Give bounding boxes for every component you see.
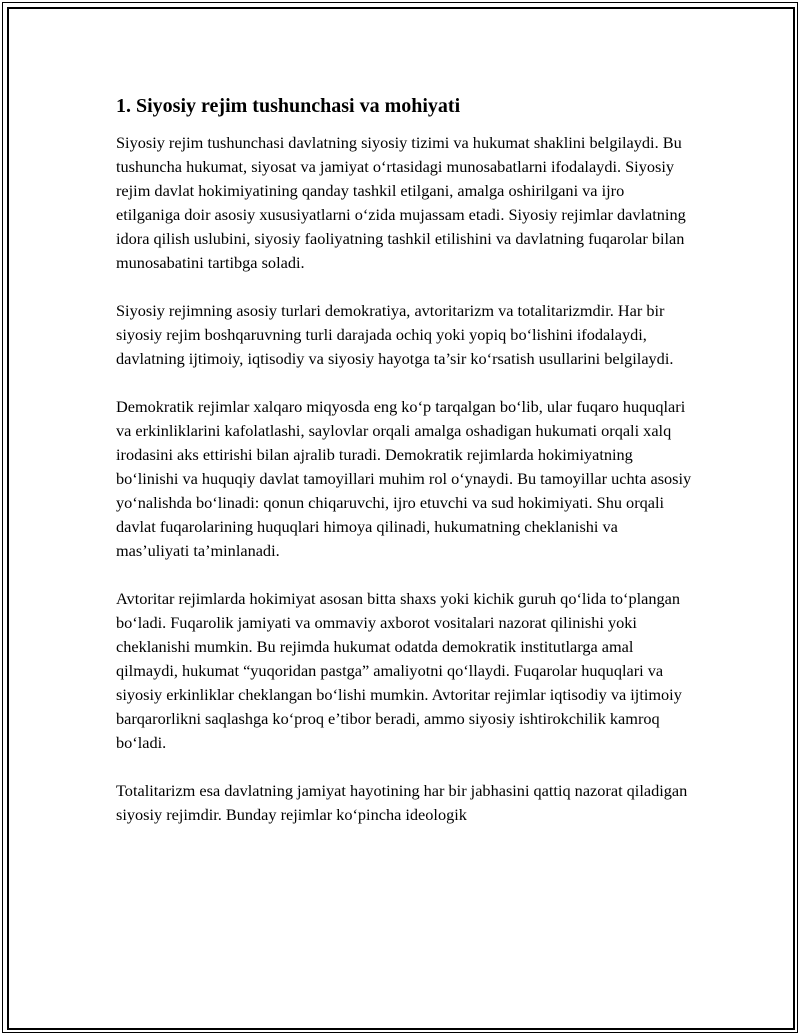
paragraph-1: Siyosiy rejim tushunchasi davlatning siyosiy tizimi va hukumat shaklini belgilaydi. Bu tushuncha hukumat, siyosat va jamiyat o‘rtasidagi munosabatlarni ifodalaydi. Siyosiy rejim davlat hokimiyatining qanday tashkil etilgani, amalga oshirilgani va ijro etilganiga doir asosiy xususiyatlarni o‘zida mujassam etadi. Siyosiy rejimlar davlatning idora qilish uslubini, siyosiy faoliyatning tashkil etilishini va davlatning fuqarolar bilan munosabatini tartibga soladi.	[116, 133, 686, 272]
paragraph-5: Totalitarizm esa davlatning jamiyat hayotining har bir jabhasini qattiq nazorat qiladigan siyosiy rejimdir. Bunday rejimlar ko‘pincha ideologik	[116, 781, 688, 824]
paragraph-3: Demokratik rejimlar xalqaro miqyosda eng ko‘p tarqalgan bo‘lib, ular fuqaro huquqlari va erkinliklarini kafolatlashi, saylovlar orqali amalga oshadigan hukumati orqali xalq irodasini aks ettirishi bilan ajralib turadi. Demokratik rejimlarda hokimiyatning bo‘linishi va huquqiy davlat tamoyillari muhim rol o‘ynaydi. Bu tamoyillar uchta asosiy yo‘nalishda bo‘linadi: qonun chiqaruvchi, ijro etuvchi va sud hokimiyati. Shu orqali davlat fuqarolarining huquqlari himoya qilinadi, hukumatning cheklanishi va mas’uliyati ta’minlanadi.	[116, 397, 692, 560]
document-body	[116, 93, 692, 851]
section-heading: 1. Siyosiy rejim tushunchasi va mohiyati	[116, 95, 461, 117]
paragraph-4: Avtoritar rejimlarda hokimiyat asosan bitta shaxs yoki kichik guruh qo‘lida to‘plangan bo‘ladi. Fuqarolik jamiyati va ommaviy axborot vositalari nazorat qilinishi yoki cheklanishi mumkin. Bu rejimda hukumat odatda demokratik institutlarga amal qilmaydi, hukumat “yuqoridan pastga” amaliyotni qo‘llaydi. Fuqarolar huquqlari va siyosiy erkinliklar cheklangan bo‘lishi mumkin. Avtoritar rejimlar iqtisodiy va ijtimoiy barqarorlikni saqlashga ko‘proq e’tibor beradi, ammo siyosiy ishtirokchilik kamroq bo‘ladi.	[116, 589, 682, 752]
paragraph-2: Siyosiy rejimning asosiy turlari demokratiya, avtoritarizm va totalitarizmdir. Har bir siyosiy rejim boshqaruvning turli darajada ochiq yoki yopiq bo‘lishini ifodalaydi, davlatning ijtimoiy, iqtisodiy va siyosiy hayotga ta’sir ko‘rsatish usullarini belgilaydi.	[116, 301, 674, 368]
